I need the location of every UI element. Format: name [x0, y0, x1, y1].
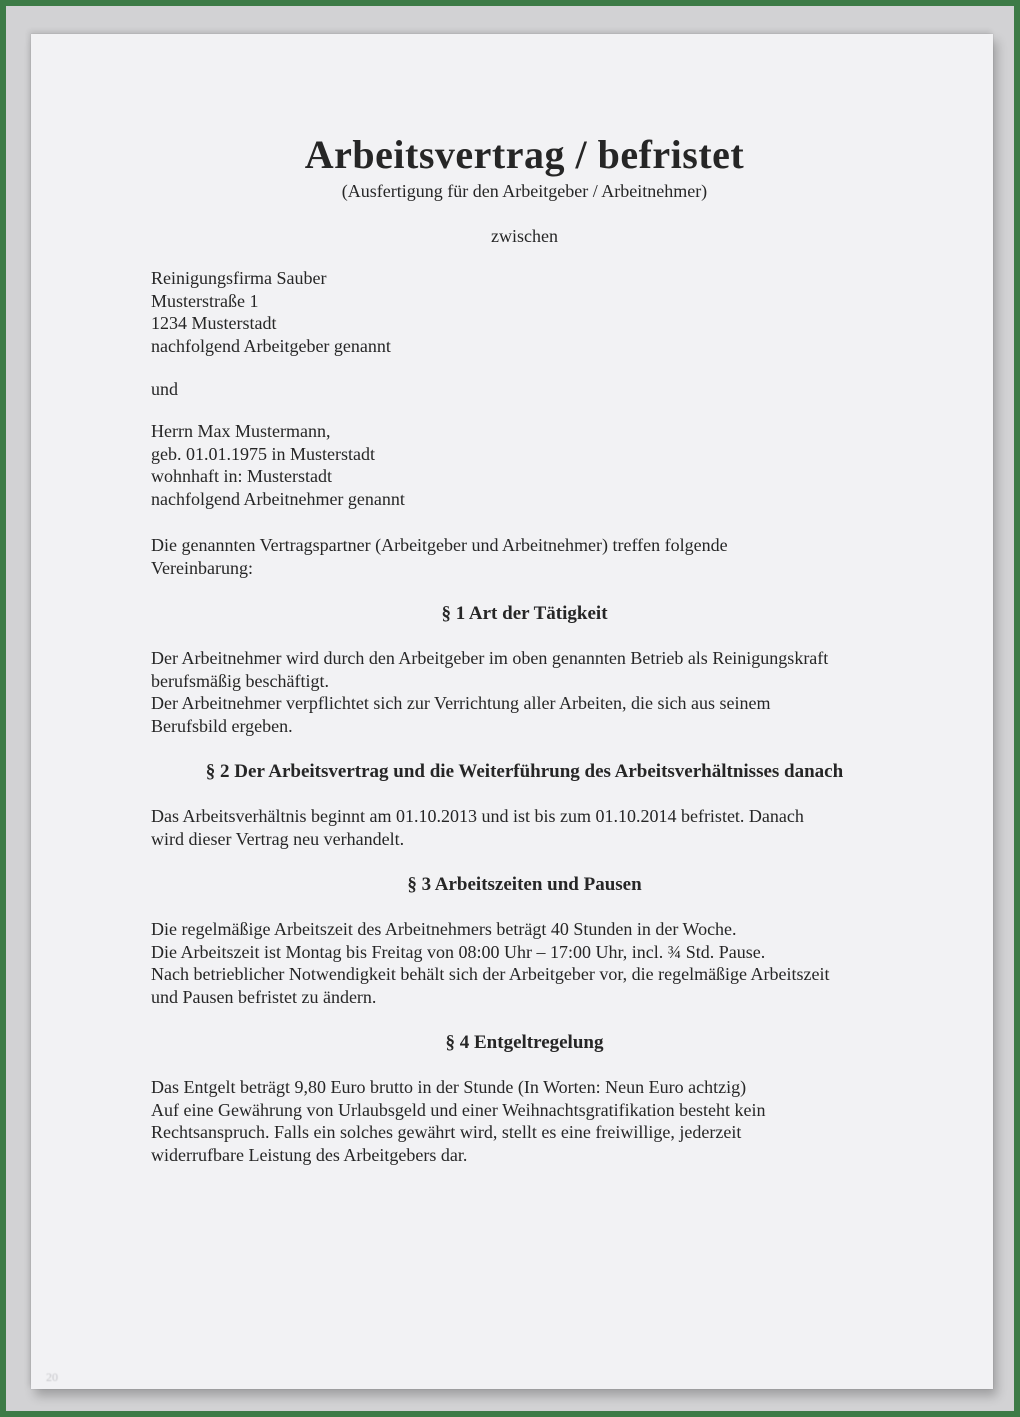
- employee-birth: geb. 01.01.1975 in Musterstadt: [151, 443, 375, 464]
- body-line: Die Arbeitszeit ist Montag bis Freitag von 08:00 Uhr – 17:00 Uhr, incl. ¾ Std. Pause.: [151, 941, 766, 962]
- section-4: [151, 1031, 898, 1166]
- body-line: Nach betrieblicher Notwendigkeit behält sich der Arbeitgeber vor, die regelmäßige Arbeitszeit: [151, 964, 830, 984]
- section-4-body: [151, 1076, 898, 1166]
- body-line: berufsmäßig beschäftigt.: [151, 670, 329, 691]
- employer-name: Reinigungsfirma Sauber: [151, 268, 327, 288]
- section-4-heading: § 4 Entgeltregelung: [445, 1032, 604, 1053]
- section-2-body: [151, 805, 898, 850]
- employee-designation: nachfolgend Arbeitnehmer genannt: [151, 488, 405, 509]
- body-line: Die regelmäßige Arbeitszeit des Arbeitnehmers beträgt 40 Stunden in der Woche.: [151, 919, 737, 939]
- section-3: [151, 873, 898, 1008]
- employer-street: Musterstraße 1: [151, 290, 259, 311]
- between-label: zwischen: [491, 226, 558, 246]
- body-line: Das Arbeitsverhältnis beginnt am 01.10.2013 und ist bis zum 01.10.2014 befristet. Danach: [151, 806, 804, 826]
- body-line: Das Entgelt beträgt 9,80 Euro brutto in der Stunde (In Worten: Neun Euro achtzig): [151, 1077, 747, 1097]
- employee-block: [151, 420, 898, 510]
- paper-sheet: [31, 34, 993, 1389]
- section-1-heading: § 1 Art der Tätigkeit: [441, 603, 608, 624]
- employer-block: [151, 267, 898, 357]
- conjunction-label: und: [151, 379, 178, 399]
- body-line: widerrufbare Leistung des Arbeitgebers dar.: [151, 1144, 468, 1165]
- body-line: Berufsbild ergeben.: [151, 715, 293, 736]
- body-line: und Pausen befristet zu ändern.: [151, 986, 377, 1007]
- page-number: 20: [46, 1370, 58, 1384]
- body-line: Auf eine Gewährung von Urlaubsgeld und einer Weihnachtsgratifikation besteht kein: [151, 1099, 766, 1120]
- intro-paragraph: [151, 534, 898, 579]
- employer-designation: nachfolgend Arbeitgeber genannt: [151, 335, 391, 356]
- body-line: Rechtsanspruch. Falls ein solches gewährt wird, stellt es eine freiwillige, jederzeit: [151, 1122, 742, 1142]
- intro-line: Die genannten Vertragspartner (Arbeitgeber und Arbeitnehmer) treffen folgende: [151, 535, 728, 555]
- section-2-heading: § 2 Der Arbeitsvertrag und die Weiterführung des Arbeitsverhältnisses danach: [205, 761, 844, 782]
- section-1: [151, 602, 898, 737]
- document-subtitle: (Ausfertigung für den Arbeitgeber / Arbeitnehmer): [341, 181, 708, 201]
- employer-city: 1234 Musterstadt: [151, 313, 277, 333]
- section-1-body: [151, 647, 898, 737]
- employee-name: Herrn Max Mustermann,: [151, 421, 331, 441]
- employee-residence: wohnhaft in: Musterstadt: [151, 466, 332, 486]
- body-line: wird dieser Vertrag neu verhandelt.: [151, 828, 405, 849]
- section-3-heading: § 3 Arbeitszeiten und Pausen: [407, 874, 642, 895]
- body-line: Der Arbeitnehmer verpflichtet sich zur Verrichtung aller Arbeiten, die sich aus seinem: [151, 693, 771, 713]
- section-2: [151, 760, 898, 850]
- document-title: Arbeitsvertrag / befristet: [304, 132, 745, 177]
- body-line: Der Arbeitnehmer wird durch den Arbeitgeber im oben genannten Betrieb als Reinigungskraft: [151, 648, 829, 668]
- intro-line: Vereinbarung:: [151, 557, 253, 578]
- section-3-body: [151, 918, 898, 1008]
- contract-document: [31, 34, 993, 1389]
